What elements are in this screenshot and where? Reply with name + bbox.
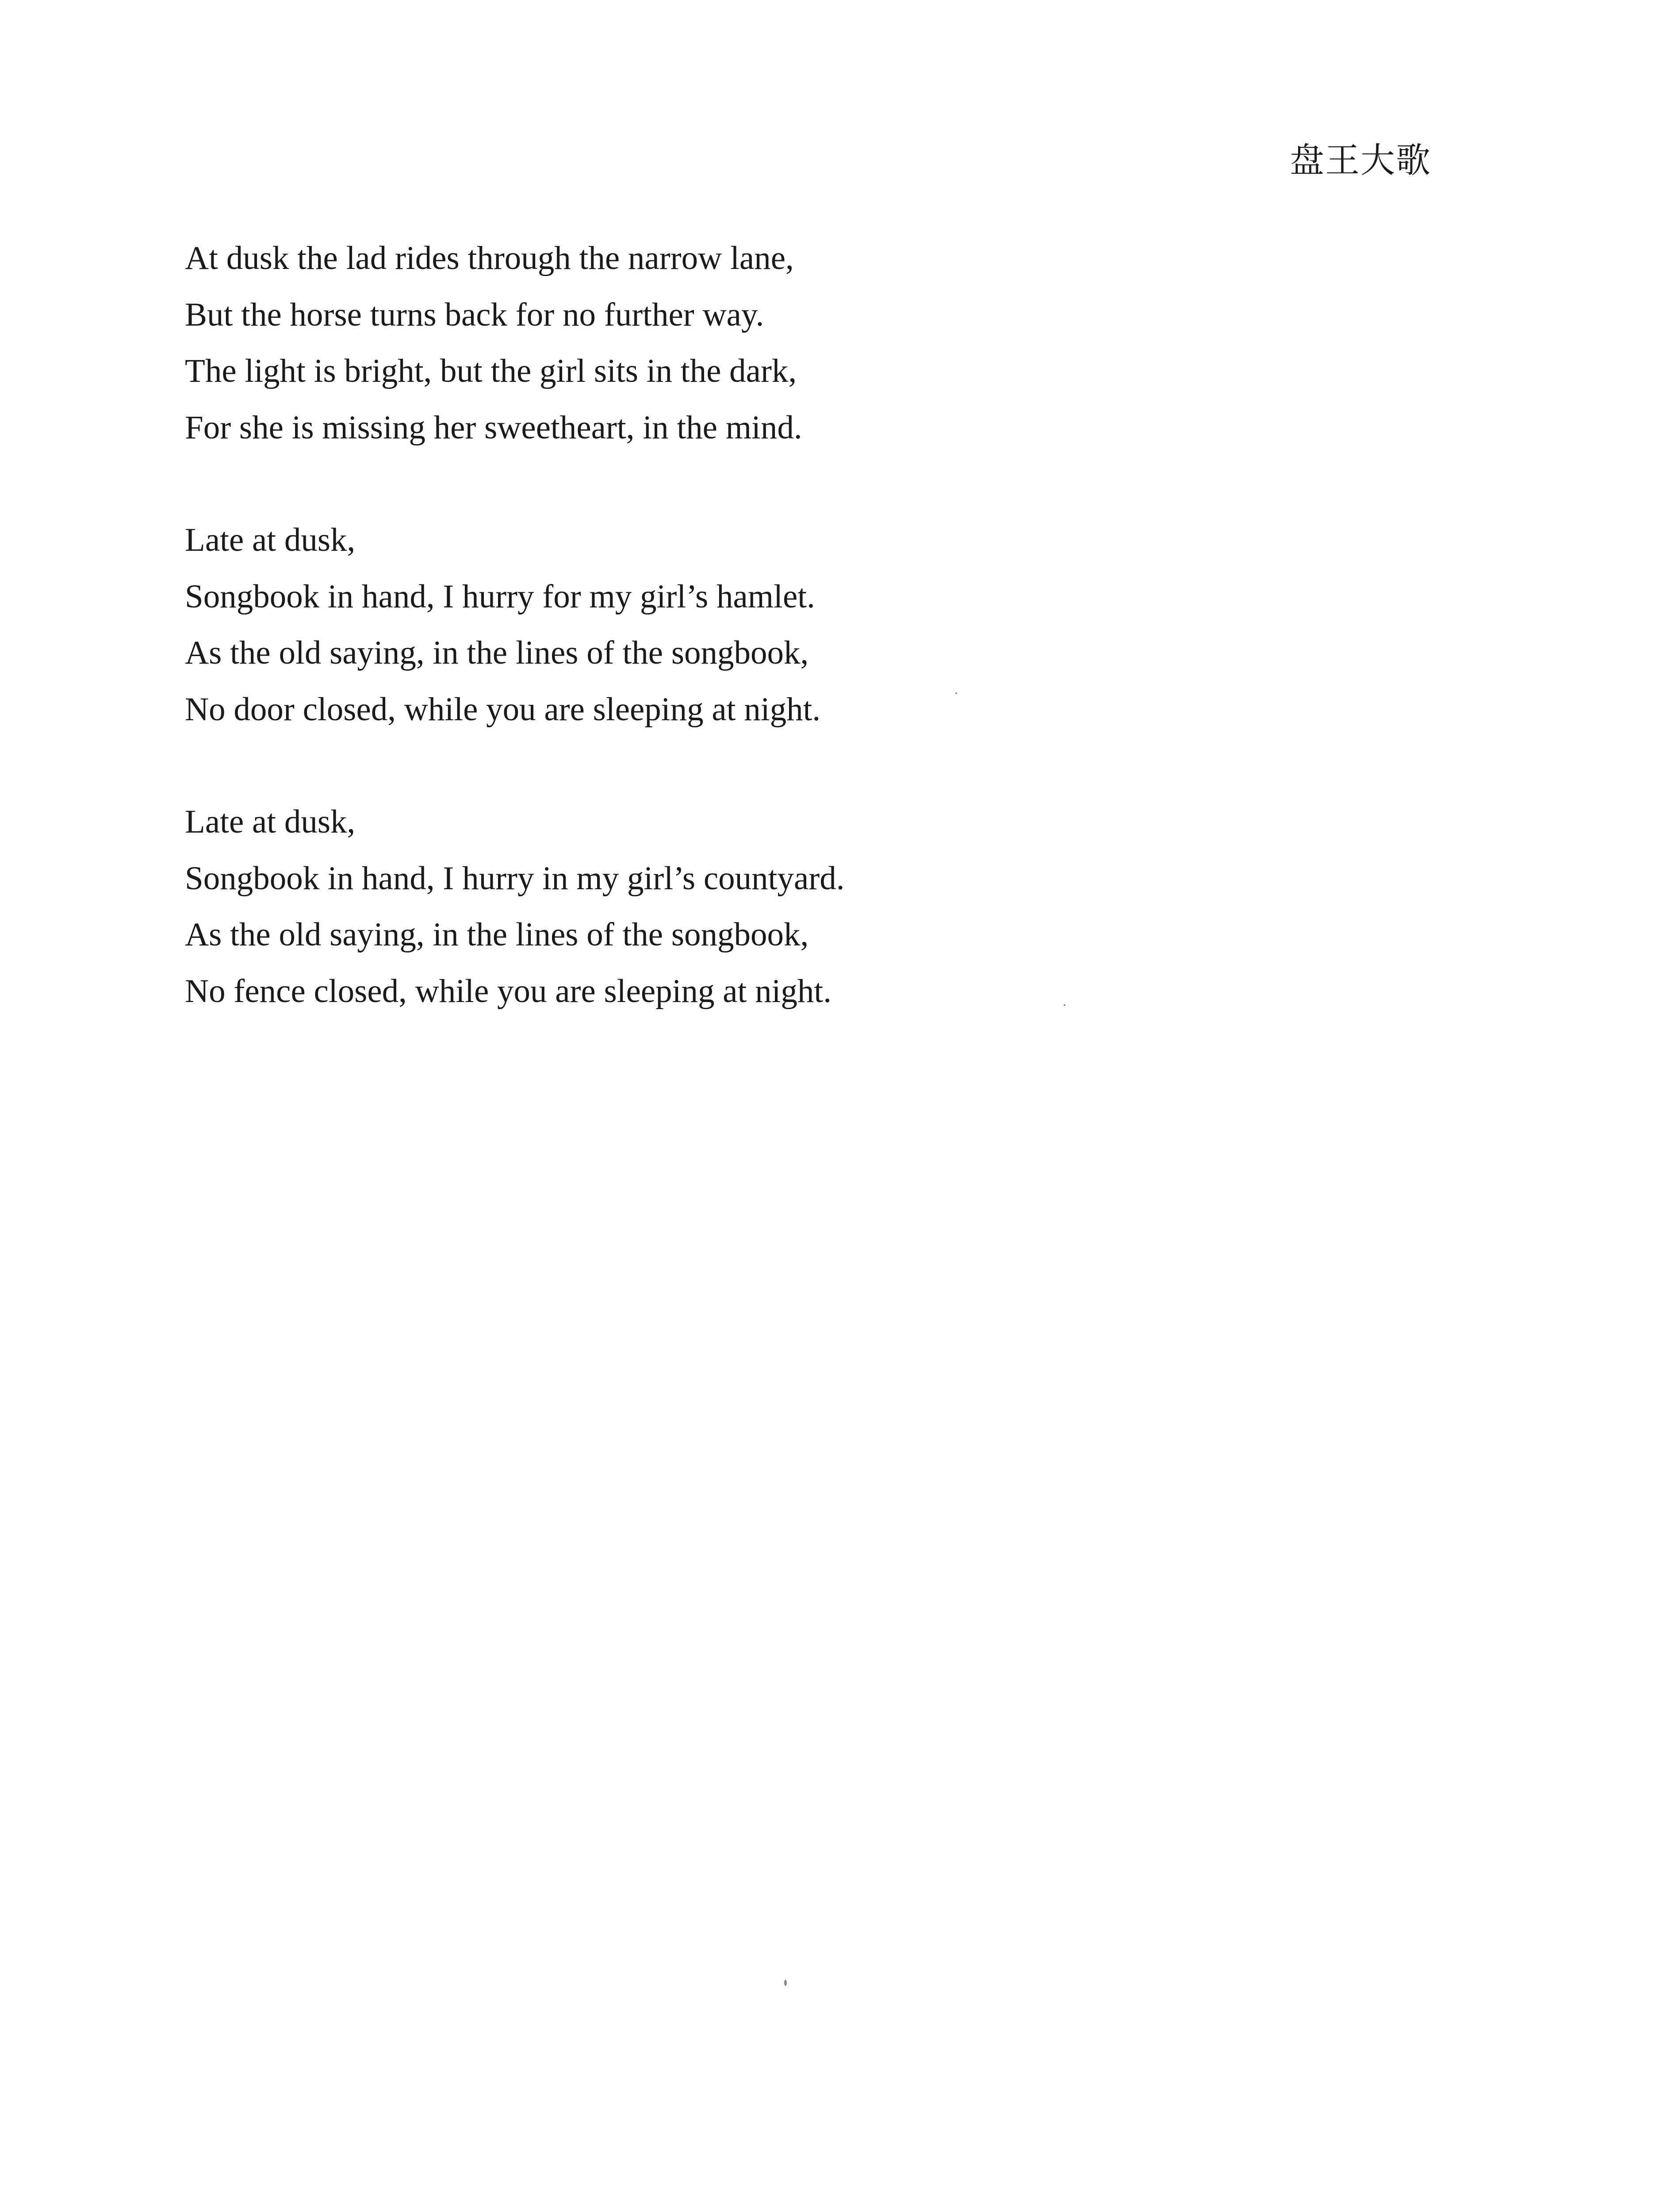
stanza-3 [185,794,1467,1019]
poem-line: Songbook in hand, I hurry for my girl’s hamlet. [185,578,815,615]
poem-line: Late at dusk, [185,803,356,840]
poem-line: Songbook in hand, I hurry in my girl’s countyard. [185,860,845,897]
scan-speck [784,1980,787,1986]
poem-body [185,230,1467,1075]
poem-line: But the horse turns back for no further way. [185,296,764,333]
poem-line: Late at dusk, [185,522,356,558]
poem-line: No door closed, while you are sleeping at night. [185,691,821,728]
poem-line: At dusk the lad rides through the narrow lane, [185,240,794,276]
scan-speck [1064,1004,1065,1006]
poem-line: As the old saying, in the lines of the songbook, [185,634,809,671]
poem-line: The light is bright, but the girl sits in the dark, [185,353,797,389]
poem-line: As the old saying, in the lines of the songbook, [185,916,809,953]
running-header: 盘王大歌 [1289,141,1431,180]
poem-line: No fence closed, while you are sleeping at night. [185,972,832,1010]
stanza-2 [185,512,1467,737]
poem-line: For she is missing her sweetheart, in the mind. [185,409,802,446]
stanza-1 [185,230,1467,456]
scan-speck [955,692,957,694]
